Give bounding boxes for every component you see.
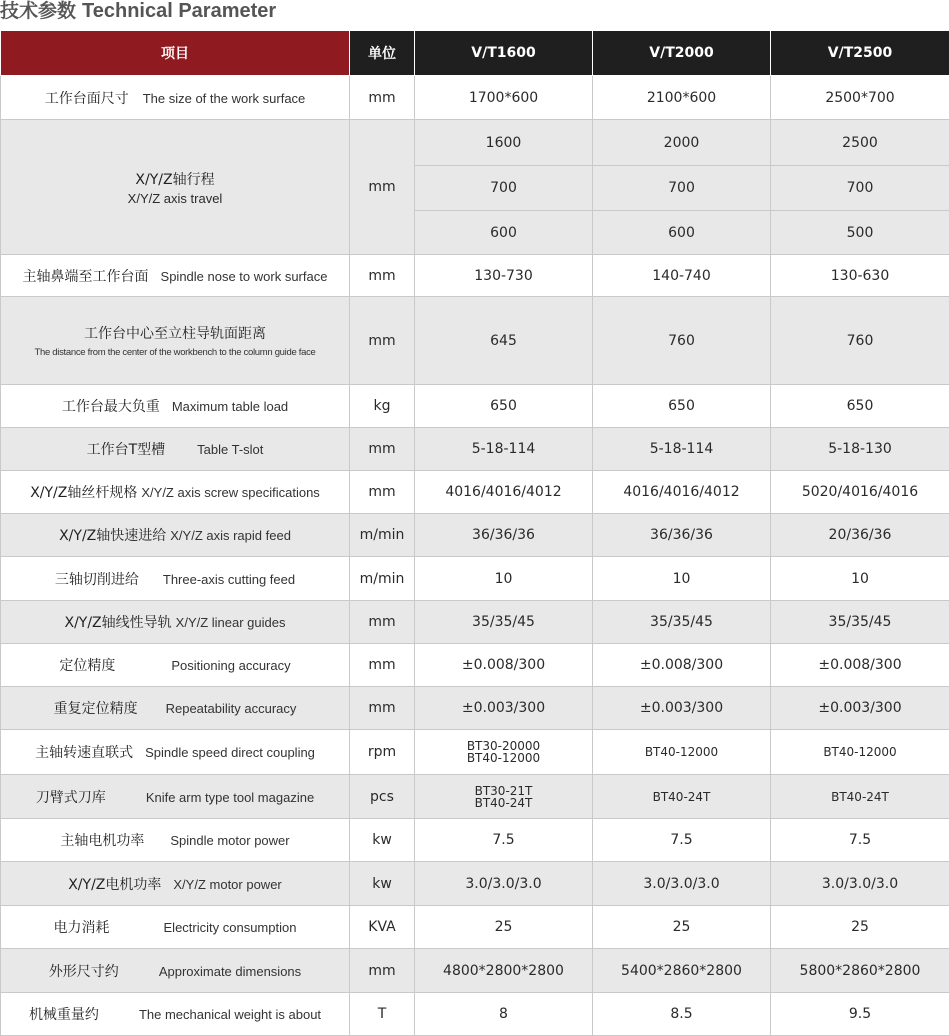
row-label: X/Y/Z轴线性导轨 X/Y/Z linear guides [1, 601, 350, 644]
table-cell: 645 [415, 297, 593, 385]
row-label: 工作台面尺寸 The size of the work surface [1, 76, 350, 120]
row-unit: mm [350, 255, 415, 297]
table-cell: BT40-24T [771, 775, 949, 819]
table-cell: 35/35/45 [771, 601, 949, 644]
table-cell: 5-18-114 [415, 428, 593, 471]
table-cell: 4800*2800*2800 [415, 949, 593, 993]
row-unit: mm [350, 471, 415, 514]
table-row [1, 514, 949, 557]
table-cell: 10 [771, 557, 949, 601]
table-cell: 500 [771, 211, 949, 255]
table-cell: 3.0/3.0/3.0 [771, 862, 949, 906]
row-unit: mm [350, 687, 415, 730]
table-cell: 600 [593, 211, 771, 255]
table-cell: 10 [593, 557, 771, 601]
table-cell: 8.5 [593, 993, 771, 1036]
table-row [1, 687, 949, 730]
row-unit: mm [350, 644, 415, 687]
row-unit: T [350, 993, 415, 1036]
table-cell: 760 [593, 297, 771, 385]
row-label: X/Y/Z轴行程 X/Y/Z axis travel [1, 120, 350, 255]
table-row [1, 557, 949, 601]
table-cell: 700 [593, 166, 771, 211]
row-label: 工作台T型槽 Table T-slot [1, 428, 350, 471]
row-unit: m/min [350, 557, 415, 601]
row-unit: mm [350, 428, 415, 471]
row-label: X/Y/Z轴快速进给 X/Y/Z axis rapid feed [1, 514, 350, 557]
table-cell: 10 [415, 557, 593, 601]
table-row [1, 471, 949, 514]
table-cell: 8 [415, 993, 593, 1036]
row-label: 刀臂式刀库 Knife arm type tool magazine [1, 775, 350, 819]
table-row [1, 601, 949, 644]
table-cell: 5-18-114 [593, 428, 771, 471]
table-row [1, 385, 949, 428]
row-label: 机械重量约 The mechanical weight is about [1, 993, 350, 1036]
row-unit: kw [350, 819, 415, 862]
row-label: X/Y/Z轴丝杆规格 X/Y/Z axis screw specifications [1, 471, 350, 514]
table-cell: ±0.008/300 [415, 644, 593, 687]
table-cell: 2500*700 [771, 76, 949, 120]
table-cell: 3.0/3.0/3.0 [415, 862, 593, 906]
row-label: X/Y/Z电机功率 X/Y/Z motor power [1, 862, 350, 906]
table-cell: 36/36/36 [593, 514, 771, 557]
table-cell: ±0.003/300 [593, 687, 771, 730]
table-cell: 600 [415, 211, 593, 255]
table-cell: 25 [415, 906, 593, 949]
table-row [1, 297, 949, 385]
table-cell: 760 [771, 297, 949, 385]
header-model: V/T2000 [593, 31, 771, 76]
table-row [1, 255, 949, 297]
row-label: 工作台中心至立柱导轨面距离 The distance from the center of the workbench to the column guide face [1, 297, 350, 385]
table-row [1, 819, 949, 862]
table-cell: 7.5 [593, 819, 771, 862]
header-unit: 单位 [350, 31, 415, 76]
table-cell: 35/35/45 [593, 601, 771, 644]
row-unit: m/min [350, 514, 415, 557]
table-cell: ±0.003/300 [771, 687, 949, 730]
table-cell: BT40-24T [593, 775, 771, 819]
table-cell: 7.5 [415, 819, 593, 862]
row-label: 主轴鼻端至工作台面 Spindle nose to work surface [1, 255, 350, 297]
row-label: 电力消耗 Electricity consumption [1, 906, 350, 949]
table-row [1, 644, 949, 687]
table-row [1, 862, 949, 906]
table-cell: 650 [415, 385, 593, 428]
row-unit: mm [350, 949, 415, 993]
table-cell: 130-730 [415, 255, 593, 297]
row-unit: pcs [350, 775, 415, 819]
table-cell: 20/36/36 [771, 514, 949, 557]
row-unit: KVA [350, 906, 415, 949]
table-row [1, 730, 949, 775]
table-cell: 9.5 [771, 993, 949, 1036]
row-unit: kg [350, 385, 415, 428]
table-cell: 4016/4016/4012 [593, 471, 771, 514]
table-cell: 140-740 [593, 255, 771, 297]
table-row [1, 949, 949, 993]
header-model: V/T1600 [415, 31, 593, 76]
table-cell: 130-630 [771, 255, 949, 297]
table-cell: BT40-12000 [771, 730, 949, 775]
table-row [1, 428, 949, 471]
table-cell: BT40-12000 [593, 730, 771, 775]
table-cell: 4016/4016/4012 [415, 471, 593, 514]
row-label: 外形尺寸约 Approximate dimensions [1, 949, 350, 993]
table-cell: BT30-20000 BT40-12000 [415, 730, 593, 775]
table-cell: BT30-21T BT40-24T [415, 775, 593, 819]
row-label: 重复定位精度 Repeatability accuracy [1, 687, 350, 730]
table-cell: 1600 [415, 120, 593, 166]
row-label: 主轴转速直联式 Spindle speed direct coupling [1, 730, 350, 775]
table-cell: 5-18-130 [771, 428, 949, 471]
row-unit: rpm [350, 730, 415, 775]
title-en: Technical Parameter [82, 0, 276, 22]
row-unit: mm [350, 120, 415, 255]
table-cell: 700 [771, 166, 949, 211]
table-cell: 25 [771, 906, 949, 949]
table-cell: 3.0/3.0/3.0 [593, 862, 771, 906]
table-header-row [1, 31, 949, 76]
row-unit: kw [350, 862, 415, 906]
header-model: V/T2500 [771, 31, 949, 76]
table-cell: 700 [415, 166, 593, 211]
table-cell: 35/35/45 [415, 601, 593, 644]
table-cell: 650 [593, 385, 771, 428]
row-unit: mm [350, 297, 415, 385]
row-label: 工作台最大负重 Maximum table load [1, 385, 350, 428]
row-unit: mm [350, 601, 415, 644]
table-cell: 1700*600 [415, 76, 593, 120]
table-row [1, 906, 949, 949]
table-cell: ±0.008/300 [771, 644, 949, 687]
table-cell: 36/36/36 [415, 514, 593, 557]
table-cell: ±0.008/300 [593, 644, 771, 687]
row-unit: mm [350, 76, 415, 120]
table-cell: 5400*2860*2800 [593, 949, 771, 993]
table-cell: 2000 [593, 120, 771, 166]
table-cell: 5800*2860*2800 [771, 949, 949, 993]
table-cell: 5020/4016/4016 [771, 471, 949, 514]
page-title [0, 0, 276, 26]
spec-table [0, 30, 949, 1036]
table-cell: ±0.003/300 [415, 687, 593, 730]
table-row [1, 775, 949, 819]
row-label: 主轴电机功率 Spindle motor power [1, 819, 350, 862]
table-cell: 25 [593, 906, 771, 949]
table-cell: 7.5 [771, 819, 949, 862]
table-row [1, 76, 949, 120]
row-label: 三轴切削进给 Three-axis cutting feed [1, 557, 350, 601]
table-cell: 2100*600 [593, 76, 771, 120]
header-item: 项目 [1, 31, 350, 76]
table-cell: 2500 [771, 120, 949, 166]
table-cell: 650 [771, 385, 949, 428]
table-row [1, 120, 949, 166]
table-row [1, 993, 949, 1036]
title-zh: 技术参数 [0, 0, 76, 22]
row-label: 定位精度 Positioning accuracy [1, 644, 350, 687]
